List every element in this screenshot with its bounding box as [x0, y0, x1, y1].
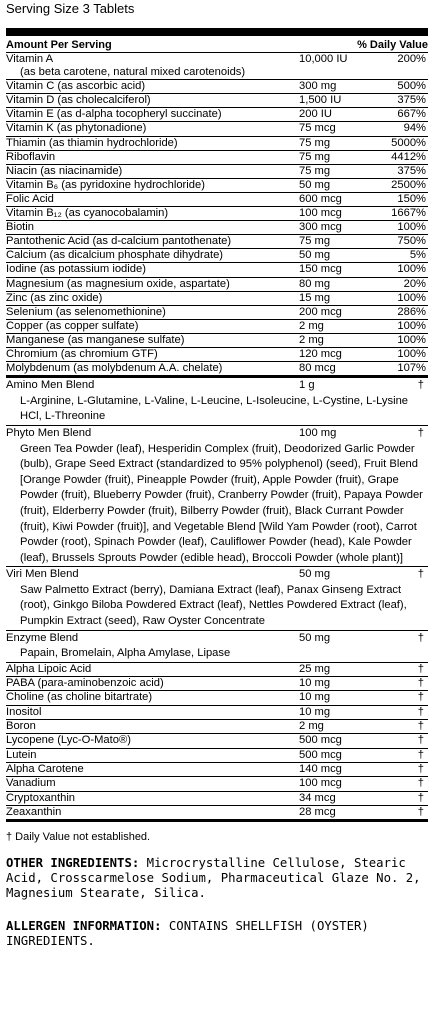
nutrient-name: [6, 165, 299, 178]
blend-daily-value: †: [417, 568, 424, 581]
nutrient-daily-value: 100%: [397, 319, 426, 332]
nutrient-name: [6, 193, 299, 206]
other-ingredients-text: Microcrystalline Cellulose, Stearic Acid, Crosscarmelose Sodium, Pharmaceutical Glaze No. 2, Magnesium Stearate, Silica.: [6, 856, 421, 901]
nutrient-row: [6, 776, 428, 790]
nutrient-name: [6, 292, 299, 305]
nutrient-name: [6, 221, 299, 234]
nutrient-row: [6, 206, 428, 220]
nutrient-amount: 80 mg: [299, 277, 331, 290]
nutrient-row: [6, 319, 428, 333]
nutrient-daily-value: 375%: [397, 94, 426, 107]
blend-ingredients: Papain, Bromelain, Alpha Amylase, Lipase: [20, 647, 231, 660]
nutrient-row: [6, 53, 428, 79]
nutrient-amount: 75 mg: [299, 235, 331, 248]
nutrient-name: Vanadium: [6, 777, 56, 790]
nutrient-daily-value: 100%: [397, 291, 426, 304]
nutrient-daily-value: 100%: [397, 263, 426, 276]
nutrient-name: [6, 108, 299, 121]
blend-ingredients: L-Arginine, L-Glutamine, L-Valine, L-Leucine, L-Isoleucine, L-Cystine, L-Lysine HCl, L-Threonine: [20, 394, 409, 423]
amount-per-serving-header: Amount Per Serving: [6, 39, 112, 51]
nutrient-amount: 10 mg: [299, 705, 331, 718]
blend-row: [6, 426, 428, 442]
nutrient-name-text: Vitamin B₆ (as pyridoxine hydrochloride): [6, 178, 205, 191]
table-header: [6, 38, 428, 53]
allergen-label: ALLERGEN INFORMATION:: [6, 919, 162, 934]
nutrient-row: [6, 748, 428, 762]
nutrient-name-text: Biotin: [6, 221, 34, 234]
nutrient-name-text: Vitamin B₁₂ (as cyanocobalamin): [6, 207, 169, 220]
nutrient-row: [6, 93, 428, 107]
vitamin-list: [6, 53, 428, 375]
nutrient-row: [6, 805, 428, 819]
nutrient-row: [6, 178, 428, 192]
nutrient-amount: 75 mcg: [299, 122, 336, 135]
nutrient-name-text: Magnesium (as magnesium oxide, aspartate): [6, 277, 230, 290]
blend-row: [6, 567, 428, 583]
nutrient-row: [6, 690, 428, 704]
nutrient-name-text: Pantothenic Acid (as d-calcium pantothenate): [6, 235, 232, 248]
nutrient-daily-value: 5%: [409, 249, 426, 262]
nutrient-name-text: Molybdenum (as molybdenum A.A. chelate): [6, 362, 223, 375]
nutrient-row: [6, 719, 428, 733]
allergen-text: CONTAINS SHELLFISH (OYSTER) INGREDIENTS.: [6, 919, 369, 949]
nutrient-name-text: Calcium (as dicalcium phosphate dihydrate): [6, 249, 224, 262]
other-ingredients-label: OTHER INGREDIENTS:: [6, 856, 140, 871]
nutrient-row: [6, 192, 428, 206]
nutrient-amount: 10,000 IU: [299, 53, 348, 65]
nutrient-row: [6, 164, 428, 178]
nutrient-daily-value: †: [417, 734, 424, 747]
daily-value-header: % Daily Value: [357, 39, 428, 51]
nutrient-row: [6, 291, 428, 305]
nutrient-name: [6, 151, 299, 164]
nutrient-name: Alpha Carotene: [6, 762, 84, 775]
blend-name: Viri Men Blend: [6, 568, 79, 581]
nutrient-name-text: Vitamin A: [6, 53, 54, 65]
nutrient-daily-value: 200%: [397, 53, 426, 65]
nutrient-daily-value: 150%: [397, 192, 426, 205]
nutrient-row: [6, 248, 428, 262]
nutrient-name: Choline (as choline bitartrate): [6, 691, 153, 704]
nutrient-daily-value: 667%: [397, 108, 426, 121]
nutrient-name: [6, 179, 299, 192]
nutrient-name: Inositol: [6, 705, 42, 718]
nutrient-name: [6, 306, 299, 319]
nutrient-name: Lycopene (Lyc-O-Mato®): [6, 734, 131, 747]
nutrient-daily-value: 100%: [397, 333, 426, 346]
blend-amount: 1 g: [299, 379, 315, 392]
nutrient-amount: 2 mg: [299, 333, 324, 346]
allergen-information: [6, 919, 428, 949]
blend-ingredients: Saw Palmetto Extract (berry), Damiana Extract (leaf), Panax Ginseng Extract (root), Ginkgo Biloba Powdered Extract (leaf), Nettles Powdered Extract (leaf), Pumpkin Extract (seed), Raw Oyster Concentrate: [20, 583, 407, 628]
nutrient-daily-value: †: [417, 805, 424, 818]
nutrient-amount: 100 mcg: [299, 777, 342, 790]
other-ingredients: [6, 856, 428, 901]
nutrient-amount: 200 mcg: [299, 305, 342, 318]
nutrient-row: [6, 305, 428, 319]
nutrient-name: Cryptoxanthin: [6, 791, 76, 804]
supplement-facts-panel: [6, 0, 428, 949]
nutrient-name-text: Selenium (as selenomethionine): [6, 305, 166, 318]
thick-divider: [6, 28, 428, 36]
nutrient-row: [6, 733, 428, 747]
blend-item: [6, 378, 428, 425]
nutrient-amount: 10 mg: [299, 691, 331, 704]
other-nutrient-list: [6, 662, 428, 819]
nutrient-row: [6, 150, 428, 164]
nutrient-amount: 300 mg: [299, 80, 337, 93]
nutrient-amount: 200 IU: [299, 108, 332, 121]
nutrient-row: [6, 676, 428, 690]
nutrient-name: PABA (para-aminobenzoic acid): [6, 677, 164, 690]
nutrient-daily-value: 2500%: [391, 178, 426, 191]
nutrient-name: Boron: [6, 720, 36, 733]
nutrient-name-text: Iodine (as potassium iodide): [6, 263, 146, 276]
nutrient-daily-value: 375%: [397, 164, 426, 177]
nutrient-daily-value: 750%: [397, 235, 426, 248]
nutrient-amount: 25 mg: [299, 662, 331, 675]
nutrient-name-text: Riboflavin: [6, 150, 56, 163]
blend-item: [6, 566, 428, 629]
nutrient-daily-value: 100%: [397, 347, 426, 360]
nutrient-row: [6, 347, 428, 361]
nutrient-name: Zeaxanthin: [6, 805, 62, 818]
nutrient-amount: 140 mcg: [299, 762, 342, 775]
nutrient-row: [6, 791, 428, 805]
nutrient-amount: 600 mcg: [299, 192, 342, 205]
nutrient-daily-value: †: [417, 748, 424, 761]
nutrient-daily-value: 286%: [397, 305, 426, 318]
nutrient-amount: 2 mg: [299, 319, 324, 332]
nutrient-row: [6, 262, 428, 276]
nutrient-daily-value: †: [417, 691, 424, 704]
nutrient-name: [6, 263, 299, 276]
nutrient-amount: 75 mg: [299, 136, 331, 149]
nutrient-amount: 80 mcg: [299, 362, 336, 375]
nutrient-daily-value: 107%: [397, 362, 426, 375]
blend-item: [6, 425, 428, 566]
blend-name: Amino Men Blend: [6, 379, 95, 392]
nutrient-daily-value: 100%: [397, 221, 426, 234]
blend-item: [6, 630, 428, 662]
nutrient-name: [6, 320, 299, 333]
blend-amount: 100 mg: [299, 426, 337, 439]
nutrient-row: [6, 79, 428, 93]
footnote: † Daily Value not established.: [6, 831, 151, 844]
nutrient-name: [6, 122, 299, 135]
blend-name: Enzyme Blend: [6, 631, 79, 644]
blend-amount: 50 mg: [299, 631, 331, 644]
nutrient-amount: 34 mcg: [299, 791, 336, 804]
nutrient-source-note: (as beta carotene, natural mixed carotenoids): [20, 66, 246, 79]
blend-daily-value: †: [417, 631, 424, 644]
nutrient-row: [6, 662, 428, 676]
blend-row: [6, 378, 428, 394]
nutrient-daily-value: †: [417, 777, 424, 790]
nutrient-amount: 10 mg: [299, 677, 331, 690]
nutrient-row: [6, 121, 428, 135]
nutrient-name-text: Zinc (as zinc oxide): [6, 291, 103, 304]
serving-size: Serving Size 3 Tablets: [6, 1, 135, 16]
nutrient-name: Alpha Lipoic Acid: [6, 662, 92, 675]
nutrient-row: [6, 705, 428, 719]
nutrient-amount: 500 mcg: [299, 734, 342, 747]
nutrient-amount: 50 mg: [299, 178, 331, 191]
nutrient-row: [6, 333, 428, 347]
nutrient-name: [6, 137, 299, 150]
nutrient-amount: 15 mg: [299, 291, 331, 304]
nutrient-name: [6, 94, 299, 107]
nutrient-daily-value: †: [417, 791, 424, 804]
nutrient-amount: 100 mcg: [299, 207, 342, 220]
nutrient-name: [6, 334, 299, 347]
blend-ingredients: Green Tea Powder (leaf), Hesperidin Complex (fruit), Deodorized Garlic Powder (bulb), Grape Seed Extract (standardized to 95% polyphenol) (seed), Fruit Blend [Orange Powder (fruit), Pineapple Powder (fruit), Apple Powder (fruit), Grape Powder (fruit), Blueberry Powder (fruit), Cranberry Powder (fruit), Papaya Powder (fruit), Elderberry Powder (fruit), Bilberry Powder (fruit), Black Currant Powder (fruit), Kiwi Powder (fruit)], and Vegetable Blend [Wild Yam Powder (root), Carrot Powder (root), Spinach Powder (leaf), Cauliflower Powder (head), Kale Powder (leaf), Brussels Sprouts Powder (edible head), Broccoli Powder (whole plant)]: [20, 442, 423, 564]
blend-daily-value: †: [417, 426, 424, 439]
nutrient-amount: 28 mcg: [299, 805, 336, 818]
nutrient-amount: 300 mcg: [299, 221, 342, 234]
nutrient-name: [6, 235, 299, 248]
nutrient-amount: 500 mcg: [299, 748, 342, 761]
nutrient-daily-value: 20%: [403, 277, 426, 290]
nutrient-name-text: Vitamin E (as d-alpha tocopheryl succinate): [6, 108, 222, 121]
nutrient-name: [6, 362, 299, 375]
nutrient-amount: 75 mg: [299, 150, 331, 163]
nutrient-amount: 75 mg: [299, 164, 331, 177]
nutrient-name-text: Chromium (as chromium GTF): [6, 347, 158, 360]
nutrient-row: [6, 361, 428, 375]
nutrient-daily-value: †: [417, 720, 424, 733]
nutrient-row: [6, 220, 428, 234]
nutrient-amount: 50 mg: [299, 249, 331, 262]
nutrient-row: [6, 762, 428, 776]
nutrient-name: [6, 207, 299, 220]
nutrient-amount: 120 mcg: [299, 347, 342, 360]
nutrient-row: [6, 234, 428, 248]
nutrient-amount: 150 mcg: [299, 263, 342, 276]
blend-name: Phyto Men Blend: [6, 426, 92, 439]
bottom-divider: [6, 819, 428, 822]
nutrient-name-text: Vitamin C (as ascorbic acid): [6, 80, 146, 93]
nutrient-daily-value: †: [417, 705, 424, 718]
nutrient-name: [6, 80, 299, 93]
nutrient-name: [6, 249, 299, 262]
nutrient-daily-value: 1667%: [391, 207, 426, 220]
nutrient-daily-value: 94%: [403, 122, 426, 135]
nutrient-name: [6, 348, 299, 361]
nutrient-row: [6, 136, 428, 150]
nutrient-name: [6, 53, 299, 79]
blend-daily-value: †: [417, 379, 424, 392]
nutrient-name-text: Thiamin (as thiamin hydrochloride): [6, 136, 178, 149]
nutrient-name: [6, 278, 299, 291]
blend-list: [6, 378, 428, 662]
nutrient-name-text: Folic Acid: [6, 192, 54, 205]
nutrient-name-text: Copper (as copper sulfate): [6, 319, 139, 332]
nutrient-name-text: Vitamin D (as cholecalciferol): [6, 94, 151, 107]
nutrient-name-text: Manganese (as manganese sulfate): [6, 333, 185, 346]
nutrient-daily-value: 500%: [397, 80, 426, 93]
nutrient-amount: 2 mg: [299, 720, 324, 733]
nutrient-daily-value: 4412%: [391, 150, 426, 163]
nutrient-daily-value: 5000%: [391, 136, 426, 149]
nutrient-name-text: Niacin (as niacinamide): [6, 164, 123, 177]
nutrient-daily-value: †: [417, 677, 424, 690]
blend-row: [6, 631, 428, 647]
nutrient-amount: 1,500 IU: [299, 94, 342, 107]
nutrient-row: [6, 107, 428, 121]
nutrient-row: [6, 277, 428, 291]
nutrient-name-text: Vitamin K (as phytonadione): [6, 122, 147, 135]
nutrient-daily-value: †: [417, 762, 424, 775]
blend-amount: 50 mg: [299, 568, 331, 581]
nutrient-daily-value: †: [417, 662, 424, 675]
nutrient-name: Lutein: [6, 748, 37, 761]
